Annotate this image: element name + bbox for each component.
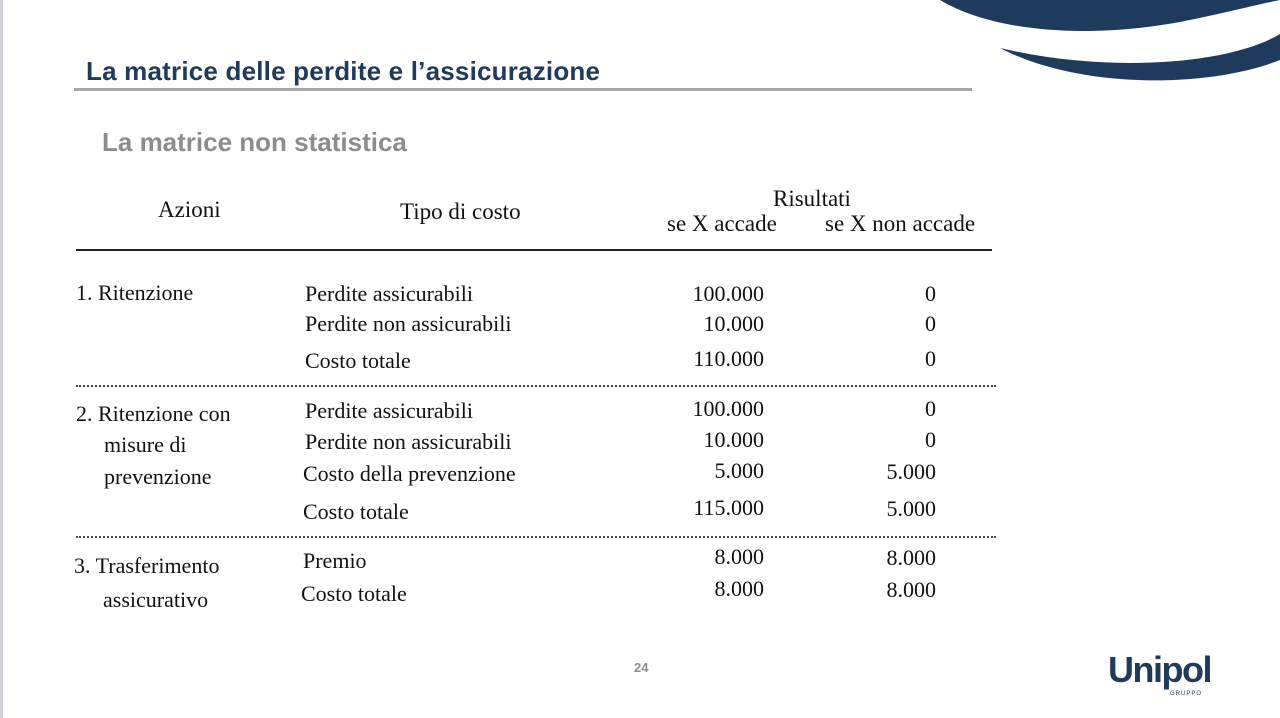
value-if-happens: 10.000 [703, 427, 764, 452]
group-divider [76, 536, 996, 538]
page-number: 24 [634, 660, 649, 675]
value-if-happens: 115.000 [693, 495, 764, 520]
group-divider [76, 385, 996, 387]
cost-type-cell: Costo della prevenzione [303, 461, 516, 486]
cost-type-cell: Costo totale [301, 581, 407, 606]
value-if-happens: 5.000 [714, 458, 764, 483]
slide-title: La matrice delle perdite e l’assicurazione [86, 56, 601, 86]
action-label: 3. Trasferimento [74, 553, 220, 578]
cost-type-cell: Perdite non assicurabili [305, 311, 512, 336]
action-label: assicurativo [103, 587, 209, 612]
header-actions: Azioni [158, 197, 221, 222]
header-cost-type: Tipo di costo [400, 199, 521, 224]
action-label: 2. Ritenzione con [76, 401, 231, 426]
cost-type-cell: Costo totale [305, 348, 411, 373]
cost-type-cell: Premio [303, 548, 367, 573]
value-if-not-happens: 8.000 [886, 577, 936, 602]
decorative-swoosh [930, 0, 1280, 90]
action-label: 1. Ritenzione [76, 280, 194, 305]
unipol-logo-subtitle: GRUPPO [1170, 691, 1203, 697]
value-if-happens: 110.000 [693, 346, 764, 371]
value-if-not-happens: 0 [925, 281, 936, 306]
header-results: Risultati [773, 186, 851, 211]
value-if-happens: 8.000 [714, 544, 764, 569]
unipol-logo: Unipol [1108, 649, 1211, 690]
value-if-not-happens: 8.000 [886, 545, 936, 570]
header-if-x-not-happens: se X non accade [825, 211, 976, 236]
value-if-happens: 100.000 [692, 396, 764, 421]
cost-type-cell: Perdite non assicurabili [305, 429, 512, 454]
action-label: misure di [104, 432, 187, 457]
value-if-happens: 10.000 [703, 311, 764, 336]
action-label: prevenzione [104, 464, 212, 489]
cost-type-cell: Costo totale [303, 499, 409, 524]
value-if-not-happens: 5.000 [886, 459, 936, 484]
header-if-x-happens: se X accade [667, 211, 777, 236]
value-if-not-happens: 0 [925, 346, 936, 371]
value-if-happens: 8.000 [714, 576, 764, 601]
cost-type-cell: Perdite assicurabili [305, 398, 474, 423]
value-if-not-happens: 0 [925, 427, 936, 452]
value-if-not-happens: 5.000 [886, 496, 936, 521]
title-underline [74, 88, 972, 91]
value-if-not-happens: 0 [925, 311, 936, 336]
value-if-happens: 100.000 [692, 281, 764, 306]
cost-type-cell: Perdite assicurabili [305, 281, 474, 306]
header-divider [76, 249, 992, 251]
slide-left-border [0, 0, 3, 718]
slide-subtitle: La matrice non statistica [102, 127, 407, 157]
value-if-not-happens: 0 [925, 396, 936, 421]
